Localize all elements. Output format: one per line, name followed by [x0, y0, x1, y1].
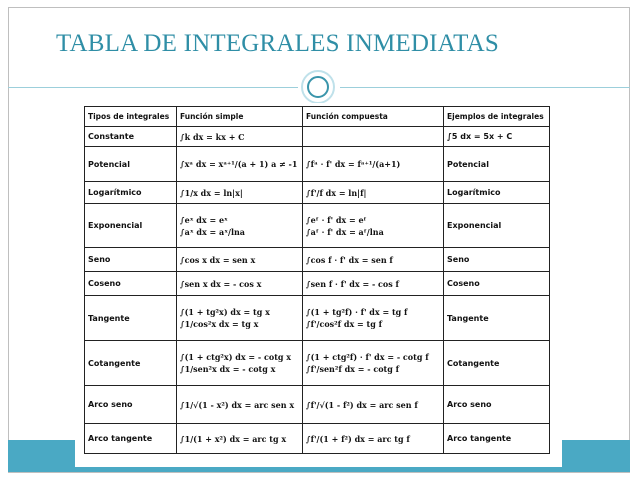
formula-compuesta: ∫f'/√(1 - f²) dx = arc sen f	[306, 399, 418, 410]
formula-compuesta: ∫f'/(1 + f²) dx = arc tg f	[306, 433, 410, 444]
cell-tipo: Constante	[85, 127, 177, 147]
table-row	[85, 127, 550, 147]
cell-tipo: Exponencial	[85, 204, 177, 248]
formula-simple: ∫(1 + ctg²x) dx = - cotg x	[180, 352, 292, 362]
cell-simple	[177, 127, 303, 147]
cell-compuesta	[303, 341, 444, 386]
table-row	[85, 248, 550, 272]
cell-simple	[177, 341, 303, 386]
cell-tipo: Coseno	[85, 272, 177, 296]
formula-compuesta: ∫cos f · f' dx = sen f	[306, 254, 393, 265]
formula-simple: ∫k dx = kx + C	[180, 131, 245, 142]
header-tipos: Tipos de integrales	[85, 107, 177, 127]
table-row	[85, 204, 550, 248]
table-row	[85, 272, 550, 296]
cell-simple	[177, 204, 303, 248]
cell-tipo: Arco tangente	[85, 424, 177, 454]
cell-simple	[177, 272, 303, 296]
header-ejemplos: Ejemplos de integrales	[444, 107, 550, 127]
formula-simple: ∫1/x dx = ln|x|	[180, 187, 243, 198]
divider-right	[340, 87, 630, 88]
cell-compuesta	[303, 424, 444, 454]
cell-tipo: Arco seno	[85, 386, 177, 424]
cell-tipo: Logarítmico	[85, 182, 177, 204]
divider-left	[8, 87, 298, 88]
cell-simple	[177, 296, 303, 341]
formula-simple: ∫eˣ dx = eˣ	[180, 214, 228, 225]
formula-simple: ∫sen x dx = - cos x	[180, 278, 262, 289]
cell-ejemplo: ∫5 dx = 5x + C	[444, 127, 550, 147]
cell-ejemplo: Seno	[444, 248, 550, 272]
cell-ejemplo: Logarítmico	[444, 182, 550, 204]
formula-simple: ∫1/√(1 - x²) dx = arc sen x	[180, 399, 295, 410]
cell-compuesta	[303, 182, 444, 204]
formula-simple: ∫1/cos²x dx = tg x	[180, 319, 259, 329]
cell-ejemplo: Potencial	[444, 147, 550, 182]
header-funcion-simple: Función simple	[177, 107, 303, 127]
table-header-row	[85, 107, 550, 127]
cell-ejemplo: Cotangente	[444, 341, 550, 386]
table-row	[85, 341, 550, 386]
formula-compuesta: ∫(1 + ctg²f) · f' dx = - cotg f	[306, 352, 429, 362]
cell-tipo: Tangente	[85, 296, 177, 341]
table-row	[85, 424, 550, 454]
cell-compuesta	[303, 147, 444, 182]
formula-compuesta: ∫eᶠ · f' dx = eᶠ	[306, 214, 367, 225]
formula-simple: ∫xᵃ dx = xᵃ⁺¹/(a + 1) a ≠ -1	[180, 159, 298, 169]
cell-compuesta	[303, 204, 444, 248]
cell-simple	[177, 424, 303, 454]
formula-compuesta: ∫(1 + tg²f) · f' dx = tg f	[306, 307, 408, 317]
cell-tipo: Seno	[85, 248, 177, 272]
formula-compuesta: ∫f'/cos²f dx = tg f	[306, 319, 383, 329]
formula-compuesta: ∫sen f · f' dx = - cos f	[306, 278, 399, 289]
formula-simple: ∫aˣ dx = aˣ/lna	[180, 226, 245, 237]
cell-compuesta	[303, 386, 444, 424]
formula-simple: ∫(1 + tg²x) dx = tg x	[180, 307, 270, 317]
cell-ejemplo: Tangente	[444, 296, 550, 341]
slide-title: TABLA DE INTEGRALES INMEDIATAS	[56, 30, 499, 57]
table-row	[85, 147, 550, 182]
cell-compuesta	[303, 296, 444, 341]
table-row	[85, 386, 550, 424]
formula-compuesta: ∫f'/sen²f dx = - cotg f	[306, 364, 400, 374]
formula-compuesta: ∫fᵃ · f' dx = fᵃ⁺¹/(a+1)	[306, 159, 401, 169]
cell-simple	[177, 182, 303, 204]
cell-compuesta	[303, 127, 444, 147]
cell-simple	[177, 386, 303, 424]
cell-compuesta	[303, 272, 444, 296]
cell-simple	[177, 147, 303, 182]
formula-compuesta: ∫aᶠ · f' dx = aᶠ/lna	[306, 226, 384, 237]
formula-simple: ∫cos x dx = sen x	[180, 254, 256, 265]
cell-simple	[177, 248, 303, 272]
cell-compuesta	[303, 248, 444, 272]
integrals-table-image	[75, 103, 562, 467]
circle-ornament-icon	[301, 70, 335, 104]
table-row	[85, 296, 550, 341]
cell-tipo: Cotangente	[85, 341, 177, 386]
integrals-table	[84, 106, 550, 454]
formula-simple: ∫1/(1 + x²) dx = arc tg x	[180, 433, 287, 444]
cell-ejemplo: Arco tangente	[444, 424, 550, 454]
cell-ejemplo: Arco seno	[444, 386, 550, 424]
cell-ejemplo: Coseno	[444, 272, 550, 296]
formula-simple: ∫1/sen²x dx = - cotg x	[180, 364, 276, 374]
table-row	[85, 182, 550, 204]
header-funcion-compuesta: Función compuesta	[303, 107, 444, 127]
cell-ejemplo: Exponencial	[444, 204, 550, 248]
cell-tipo: Potencial	[85, 147, 177, 182]
formula-compuesta: ∫f'/f dx = ln|f|	[306, 187, 367, 198]
